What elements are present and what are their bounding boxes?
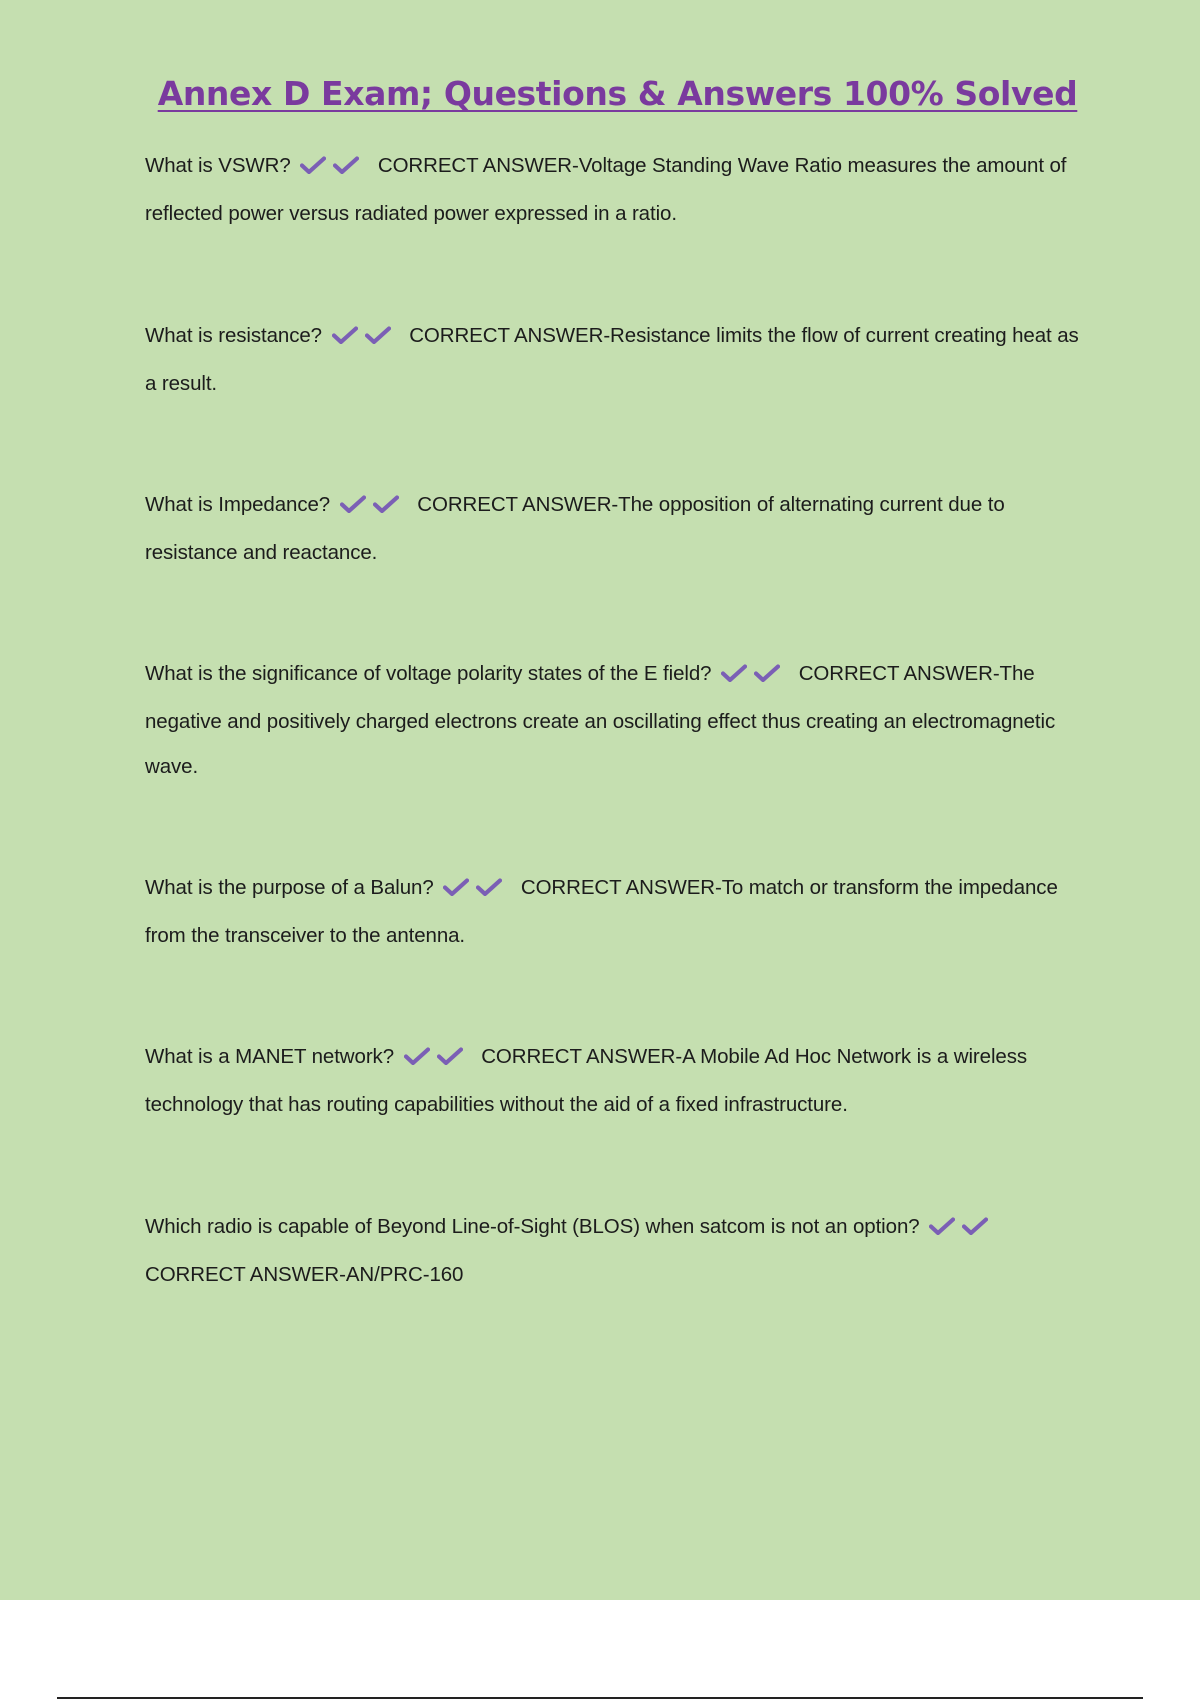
- answer-text: CORRECT ANSWER-The negative and positively charged electrons create an oscillating effect thus creating an electromagnetic wave.: [145, 662, 1056, 778]
- footer-divider: [57, 1697, 1143, 1699]
- qa-item-resistance: [145, 313, 1085, 406]
- document-title: Annex D Exam; Questions & Answers 100% Solved: [157, 74, 1078, 113]
- answer-text: CORRECT ANSWER-Voltage Standing Wave Ratio measures the amount of reflected power versus radiated power expressed in a ratio.: [145, 154, 1067, 225]
- qa-item-manet: [145, 1034, 1085, 1127]
- answer-text: CORRECT ANSWER-To match or transform the impedance from the transceiver to the antenna.: [145, 876, 1058, 947]
- qa-item-blos-radio: [145, 1204, 1085, 1297]
- check-marks: [721, 653, 787, 699]
- answer-text: CORRECT ANSWER-The opposition of alternating current due to resistance and reactance.: [145, 493, 1005, 564]
- check-mark-icon: [332, 326, 358, 344]
- question-text: What is resistance?: [145, 324, 322, 347]
- check-marks: [332, 315, 398, 361]
- check-mark-icon: [962, 1217, 988, 1235]
- question-text: What is the significance of voltage polarity states of the E field?: [145, 662, 712, 685]
- check-mark-icon: [340, 495, 366, 513]
- question-text: What is VSWR?: [145, 154, 291, 177]
- check-mark-icon: [443, 878, 469, 896]
- question-text: Which radio is capable of Beyond Line-of-Sight (BLOS) when satcom is not an option?: [145, 1215, 920, 1238]
- check-mark-icon: [300, 156, 326, 174]
- check-mark-icon: [754, 664, 780, 682]
- check-mark-icon: [365, 326, 391, 344]
- qa-item-balun: [145, 865, 1085, 958]
- check-mark-icon: [373, 495, 399, 513]
- check-mark-icon: [476, 878, 502, 896]
- answer-text: CORRECT ANSWER-Resistance limits the flow of current creating heat as a result.: [145, 324, 1079, 395]
- answer-text: CORRECT ANSWER-AN/PRC-160: [145, 1262, 464, 1286]
- check-mark-icon: [929, 1217, 955, 1235]
- check-marks: [404, 1036, 470, 1082]
- check-marks: [300, 145, 366, 191]
- check-mark-icon: [404, 1047, 430, 1065]
- question-text: What is the purpose of a Balun?: [145, 876, 434, 899]
- check-marks: [929, 1206, 995, 1252]
- qa-item-impedance: [145, 482, 1085, 575]
- answer-text: CORRECT ANSWER-A Mobile Ad Hoc Network is a wireless technology that has routing capabilities without the aid of a fixed infrastructure.: [145, 1045, 1028, 1116]
- question-text: What is a MANET network?: [145, 1045, 394, 1068]
- qa-item-vswr: [145, 143, 1085, 236]
- check-marks: [443, 867, 509, 913]
- check-mark-icon: [721, 664, 747, 682]
- check-marks: [340, 484, 406, 530]
- qa-item-e-field: [145, 651, 1085, 790]
- check-mark-icon: [333, 156, 359, 174]
- question-text: What is Impedance?: [145, 493, 331, 516]
- check-mark-icon: [437, 1047, 463, 1065]
